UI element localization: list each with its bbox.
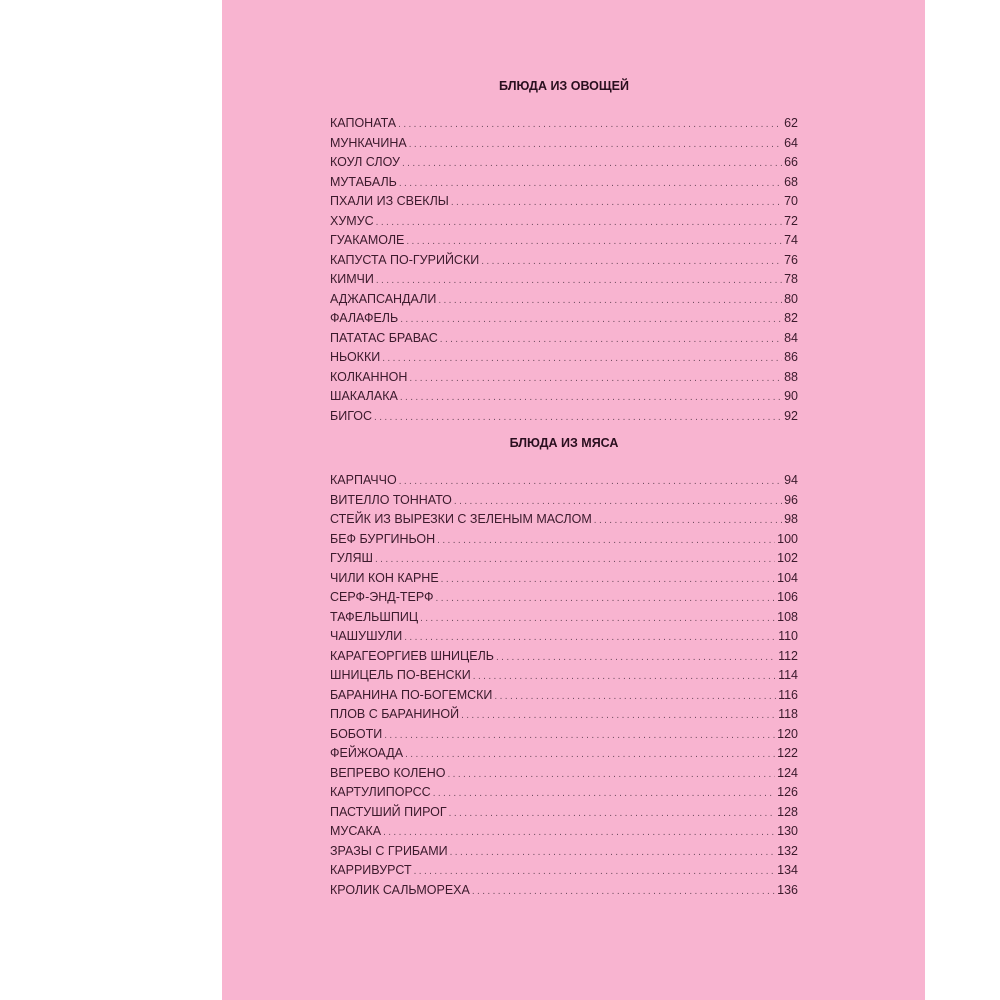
entry-title: ШНИЦЕЛЬ ПО-ВЕНСКИ	[330, 668, 471, 683]
entry-page-number: 76	[784, 252, 798, 267]
toc-entry[interactable]	[330, 744, 798, 764]
toc-entry[interactable]	[330, 725, 798, 745]
entry-page-number: 136	[777, 882, 798, 897]
dot-leader	[402, 154, 782, 174]
entry-page-number: 108	[777, 609, 798, 624]
entry-page-number: 110	[778, 629, 798, 644]
entry-title: ФЕЙЖОАДА	[330, 746, 404, 761]
entry-page-number: 62	[784, 116, 798, 130]
entry-page-number: 80	[784, 291, 798, 306]
dot-leader	[473, 667, 776, 687]
entry-page-number: 86	[784, 350, 798, 365]
dot-leader	[437, 531, 775, 551]
toc-entry[interactable]	[330, 783, 798, 803]
toc-entry[interactable]	[330, 231, 798, 251]
toc-entry[interactable]	[330, 530, 798, 550]
toc-entry[interactable]	[330, 309, 798, 329]
dot-leader	[406, 232, 782, 252]
toc-entry[interactable]	[330, 549, 798, 569]
entry-title: КАПУСТА ПО-ГУРИЙСКИ	[330, 252, 480, 267]
entry-title: КАРПАЧЧО	[330, 473, 397, 487]
section-vegetables	[330, 76, 798, 426]
entry-page-number: 132	[777, 843, 798, 858]
entry-title: АДЖАПСАНДАЛИ	[330, 291, 437, 306]
entry-page-number: 98	[784, 512, 798, 527]
dot-leader	[481, 252, 782, 272]
entry-page-number: 70	[784, 194, 798, 209]
dot-leader	[382, 349, 782, 369]
entry-title: БИГОС	[330, 408, 373, 423]
toc-entry[interactable]	[330, 329, 798, 349]
toc-entry[interactable]	[330, 705, 798, 725]
dot-leader	[376, 213, 782, 233]
section-meat	[330, 433, 798, 900]
entry-title: ХУМУС	[330, 213, 374, 228]
toc-entry[interactable]	[330, 569, 798, 589]
dot-leader	[438, 291, 782, 311]
entry-title: НЬОККИ	[330, 350, 381, 365]
toc-entry[interactable]	[330, 627, 798, 647]
toc-entry[interactable]	[330, 134, 798, 154]
dot-leader	[414, 862, 776, 882]
toc-entry[interactable]	[330, 290, 798, 310]
dot-leader	[374, 408, 782, 428]
entry-page-number: 118	[778, 707, 798, 722]
toc-entry[interactable]	[330, 588, 798, 608]
entry-title: КАРАГЕОРГИЕВ ШНИЦЕЛЬ	[330, 648, 494, 663]
entry-page-number: 84	[784, 330, 798, 345]
toc-entry[interactable]	[330, 471, 798, 491]
entry-title: ВИТЕЛЛО ТОННАТО	[330, 492, 452, 507]
entry-page-number: 100	[777, 531, 798, 546]
toc-entry[interactable]	[330, 368, 798, 388]
entry-page-number: 66	[784, 155, 798, 170]
toc-entry[interactable]	[330, 348, 798, 368]
entry-title: КОЛКАННОН	[330, 369, 408, 384]
entry-title: БОБОТИ	[330, 726, 383, 741]
entry-page-number: 104	[777, 570, 798, 585]
dot-leader	[440, 330, 782, 350]
entry-page-number: 124	[777, 765, 798, 780]
entry-title: БЕФ БУРГИНЬОН	[330, 531, 436, 546]
entry-title: ЧАШУШУЛИ	[330, 629, 403, 644]
toc-entry[interactable]	[330, 407, 798, 427]
toc-list	[330, 471, 798, 900]
dot-leader	[449, 804, 775, 824]
dot-leader	[383, 823, 775, 843]
toc-entry[interactable]	[330, 842, 798, 862]
toc-list	[330, 114, 798, 426]
toc-entry[interactable]	[330, 192, 798, 212]
toc-entry[interactable]	[330, 861, 798, 881]
dot-leader	[405, 745, 775, 765]
dot-leader	[461, 706, 776, 726]
entry-title: ВЕПРЕВО КОЛЕНО	[330, 765, 446, 780]
entry-page-number: 74	[784, 233, 798, 248]
entry-page-number: 126	[777, 785, 798, 800]
entry-page-number: 72	[784, 213, 798, 228]
entry-page-number: 130	[777, 824, 798, 839]
entry-title: ФАЛАФЕЛЬ	[330, 311, 399, 326]
entry-page-number: 112	[778, 648, 798, 663]
dot-leader	[404, 628, 776, 648]
entry-page-number: 120	[777, 726, 798, 741]
contents-page	[222, 0, 925, 1000]
entry-page-number: 114	[778, 668, 798, 683]
section-heading: БЛЮДА ИЗ МЯСА	[509, 436, 619, 450]
toc-entry[interactable]	[330, 822, 798, 842]
toc-entry[interactable]	[330, 491, 798, 511]
toc-entry[interactable]	[330, 686, 798, 706]
entry-title: КОУЛ СЛОУ	[330, 155, 400, 170]
entry-page-number: 68	[784, 174, 798, 189]
toc-entry[interactable]	[330, 251, 798, 271]
entry-title: СЕРФ-ЭНД-ТЕРФ	[330, 590, 434, 605]
toc-entry[interactable]	[330, 212, 798, 232]
toc-entry[interactable]	[330, 647, 798, 667]
entry-title: ПАСТУШИЙ ПИРОГ	[330, 804, 447, 819]
entry-page-number: 96	[784, 492, 798, 507]
entry-page-number: 94	[784, 473, 798, 487]
entry-page-number: 90	[784, 389, 798, 404]
entry-page-number: 116	[778, 687, 798, 702]
toc-entry[interactable]	[330, 666, 798, 686]
dot-leader	[496, 648, 776, 668]
entry-title: КАРТУЛИПОРСС	[330, 785, 431, 800]
entry-title: КИМЧИ	[330, 272, 374, 287]
entry-title: МУТАБАЛЬ	[330, 174, 397, 189]
entry-title: КАРРИВУРСТ	[330, 863, 412, 878]
dot-leader	[398, 115, 782, 135]
entry-title: МУСАКА	[330, 824, 382, 839]
entry-title: СТЕЙК ИЗ ВЫРЕЗКИ С ЗЕЛЕНЫМ МАСЛОМ	[330, 512, 592, 527]
entry-title: ПХАЛИ ИЗ СВЕКЛЫ	[330, 194, 449, 209]
dot-leader	[451, 193, 782, 213]
entry-page-number: 64	[784, 135, 798, 150]
dot-leader	[399, 174, 782, 194]
dot-leader	[441, 570, 775, 590]
toc-entry[interactable]	[330, 510, 798, 530]
entry-page-number: 92	[784, 408, 798, 423]
toc-entry[interactable]	[330, 270, 798, 290]
dot-leader	[594, 511, 782, 531]
section-heading: БЛЮДА ИЗ ОВОЩЕЙ	[499, 79, 629, 93]
entry-title: ТАФЕЛЬШПИЦ	[330, 609, 419, 624]
toc-entry[interactable]	[330, 173, 798, 193]
dot-leader	[399, 472, 782, 492]
entry-page-number: 88	[784, 369, 798, 384]
entry-page-number: 134	[777, 863, 798, 878]
dot-leader	[447, 765, 775, 785]
entry-title: ГУАКАМОЛЕ	[330, 233, 405, 248]
dot-leader	[436, 589, 776, 609]
dot-leader	[375, 550, 775, 570]
entry-title: ЗРАЗЫ С ГРИБАМИ	[330, 843, 448, 858]
entry-page-number: 128	[777, 804, 798, 819]
toc-entry[interactable]	[330, 803, 798, 823]
entry-title: ШАКАЛАКА	[330, 389, 398, 404]
entry-title: ЧИЛИ КОН КАРНЕ	[330, 570, 439, 585]
dot-leader	[433, 784, 775, 804]
entry-title: МУНКАЧИНА	[330, 135, 407, 150]
entry-page-number: 106	[777, 590, 798, 605]
dot-leader	[454, 492, 782, 512]
toc-entry[interactable]	[330, 153, 798, 173]
dot-leader	[400, 310, 782, 330]
toc-entry[interactable]	[330, 387, 798, 407]
dot-leader	[494, 687, 776, 707]
toc-entry[interactable]	[330, 764, 798, 784]
entry-page-number: 82	[784, 311, 798, 326]
entry-page-number: 78	[784, 272, 798, 287]
dot-leader	[472, 882, 775, 902]
dot-leader	[376, 271, 782, 291]
entry-title: БАРАНИНА ПО-БОГЕМСКИ	[330, 687, 493, 702]
dot-leader	[400, 388, 782, 408]
toc-entry[interactable]	[330, 114, 798, 134]
entry-title: ПАТАТАС БРАВАС	[330, 330, 438, 345]
dot-leader	[409, 369, 782, 389]
entry-title: КАПОНАТА	[330, 116, 397, 130]
entry-title: ПЛОВ С БАРАНИНОЙ	[330, 707, 460, 722]
toc-entry[interactable]	[330, 608, 798, 628]
entry-title: КРОЛИК САЛЬМОРЕХА	[330, 882, 470, 897]
dot-leader	[450, 843, 776, 863]
entry-page-number: 122	[777, 746, 798, 761]
dot-leader	[384, 726, 775, 746]
dot-leader	[409, 135, 782, 155]
dot-leader	[420, 609, 775, 629]
entry-title: ГУЛЯШ	[330, 551, 373, 566]
toc-entry[interactable]	[330, 881, 798, 901]
entry-page-number: 102	[777, 551, 798, 566]
